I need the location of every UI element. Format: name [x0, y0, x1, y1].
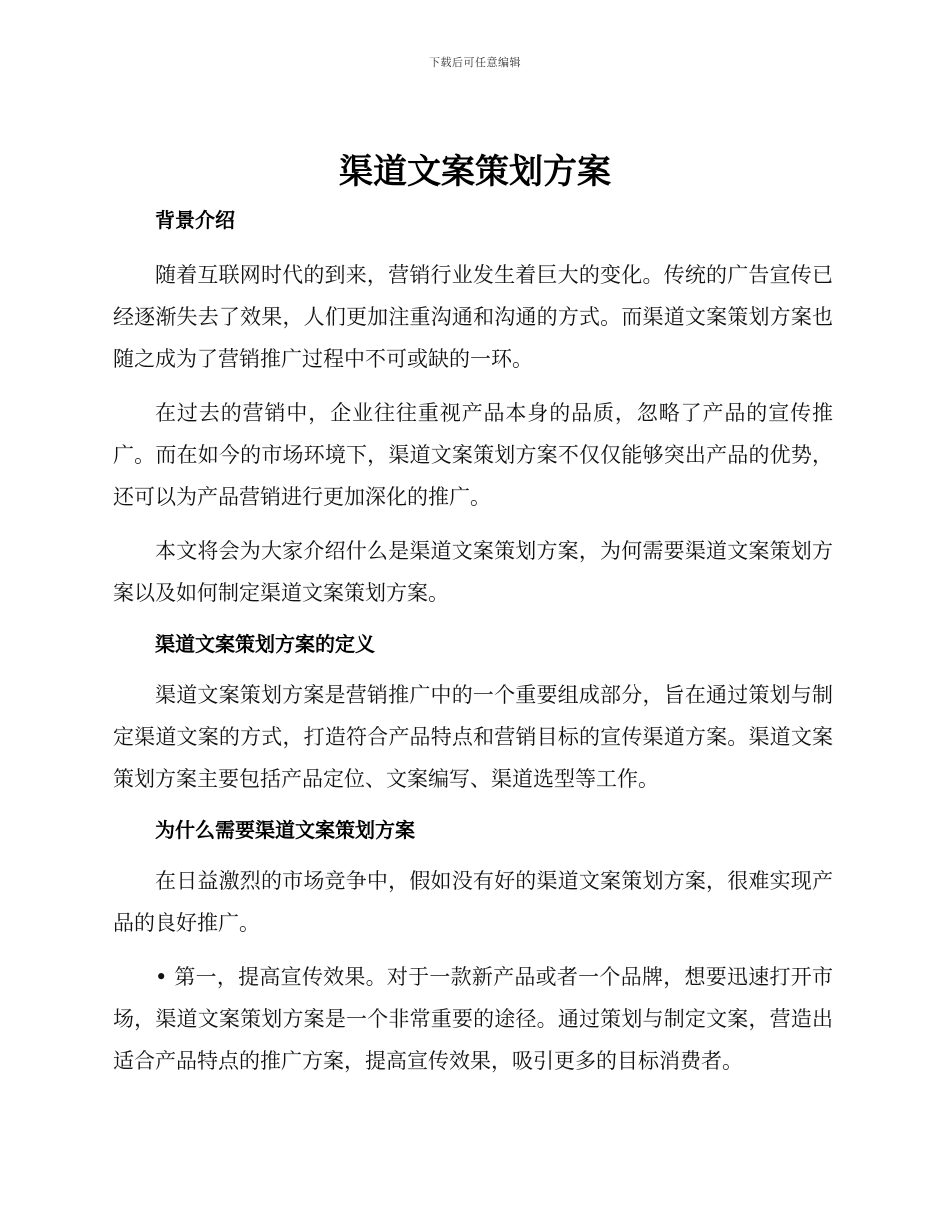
- section-heading-why: 为什么需要渠道文案策划方案: [155, 818, 415, 842]
- bullet-paragraph: • 第一，提高宣传效果。对于一款新产品或者一个品牌，想要迅速打开市场，渠道文案策划方案是一个非常重要的途径。通过策划与制定文案，营造出适合产品特点的推广方案，提高宣传效果，吸引更多的目标消费者。: [113, 965, 833, 1073]
- paragraph: 渠道文案策划方案是营销推广中的一个重要组成部分，旨在通过策划与制定渠道文案的方式，打造符合产品特点和营销目标的宣传渠道方案。渠道文案策划方案主要包括产品定位、文案编写、渠道选型等工作。: [113, 683, 833, 791]
- paragraph: 本文将会为大家介绍什么是渠道文案策划方案，为何需要渠道文案策划方案以及如何制定渠道文案策划方案。: [113, 539, 833, 605]
- section-heading-definition: 渠道文案策划方案的定义: [155, 632, 375, 656]
- paragraph: 随着互联网时代的到来，营销行业发生着巨大的变化。传统的广告宣传已经逐渐失去了效果，人们更加注重沟通和沟通的方式。而渠道文案策划方案也随之成为了营销推广过程中不可或缺的一环。: [113, 263, 833, 371]
- section-heading-background: 背景介绍: [155, 208, 235, 232]
- header-note: 下载后可任意编辑: [429, 56, 521, 69]
- paragraph: 在过去的营销中，企业往往重视产品本身的品质，忽略了产品的宣传推广。而在如今的市场环境下，渠道文案策划方案不仅仅能够突出产品的优势，还可以为产品营销进行更加深化的推广。: [113, 401, 833, 509]
- document-title: 渠道文案策划方案: [339, 152, 611, 192]
- paragraph: 在日益激烈的市场竞争中，假如没有好的渠道文案策划方案，很难实现产品的良好推广。: [113, 869, 833, 935]
- document-body: [113, 200, 833, 1082]
